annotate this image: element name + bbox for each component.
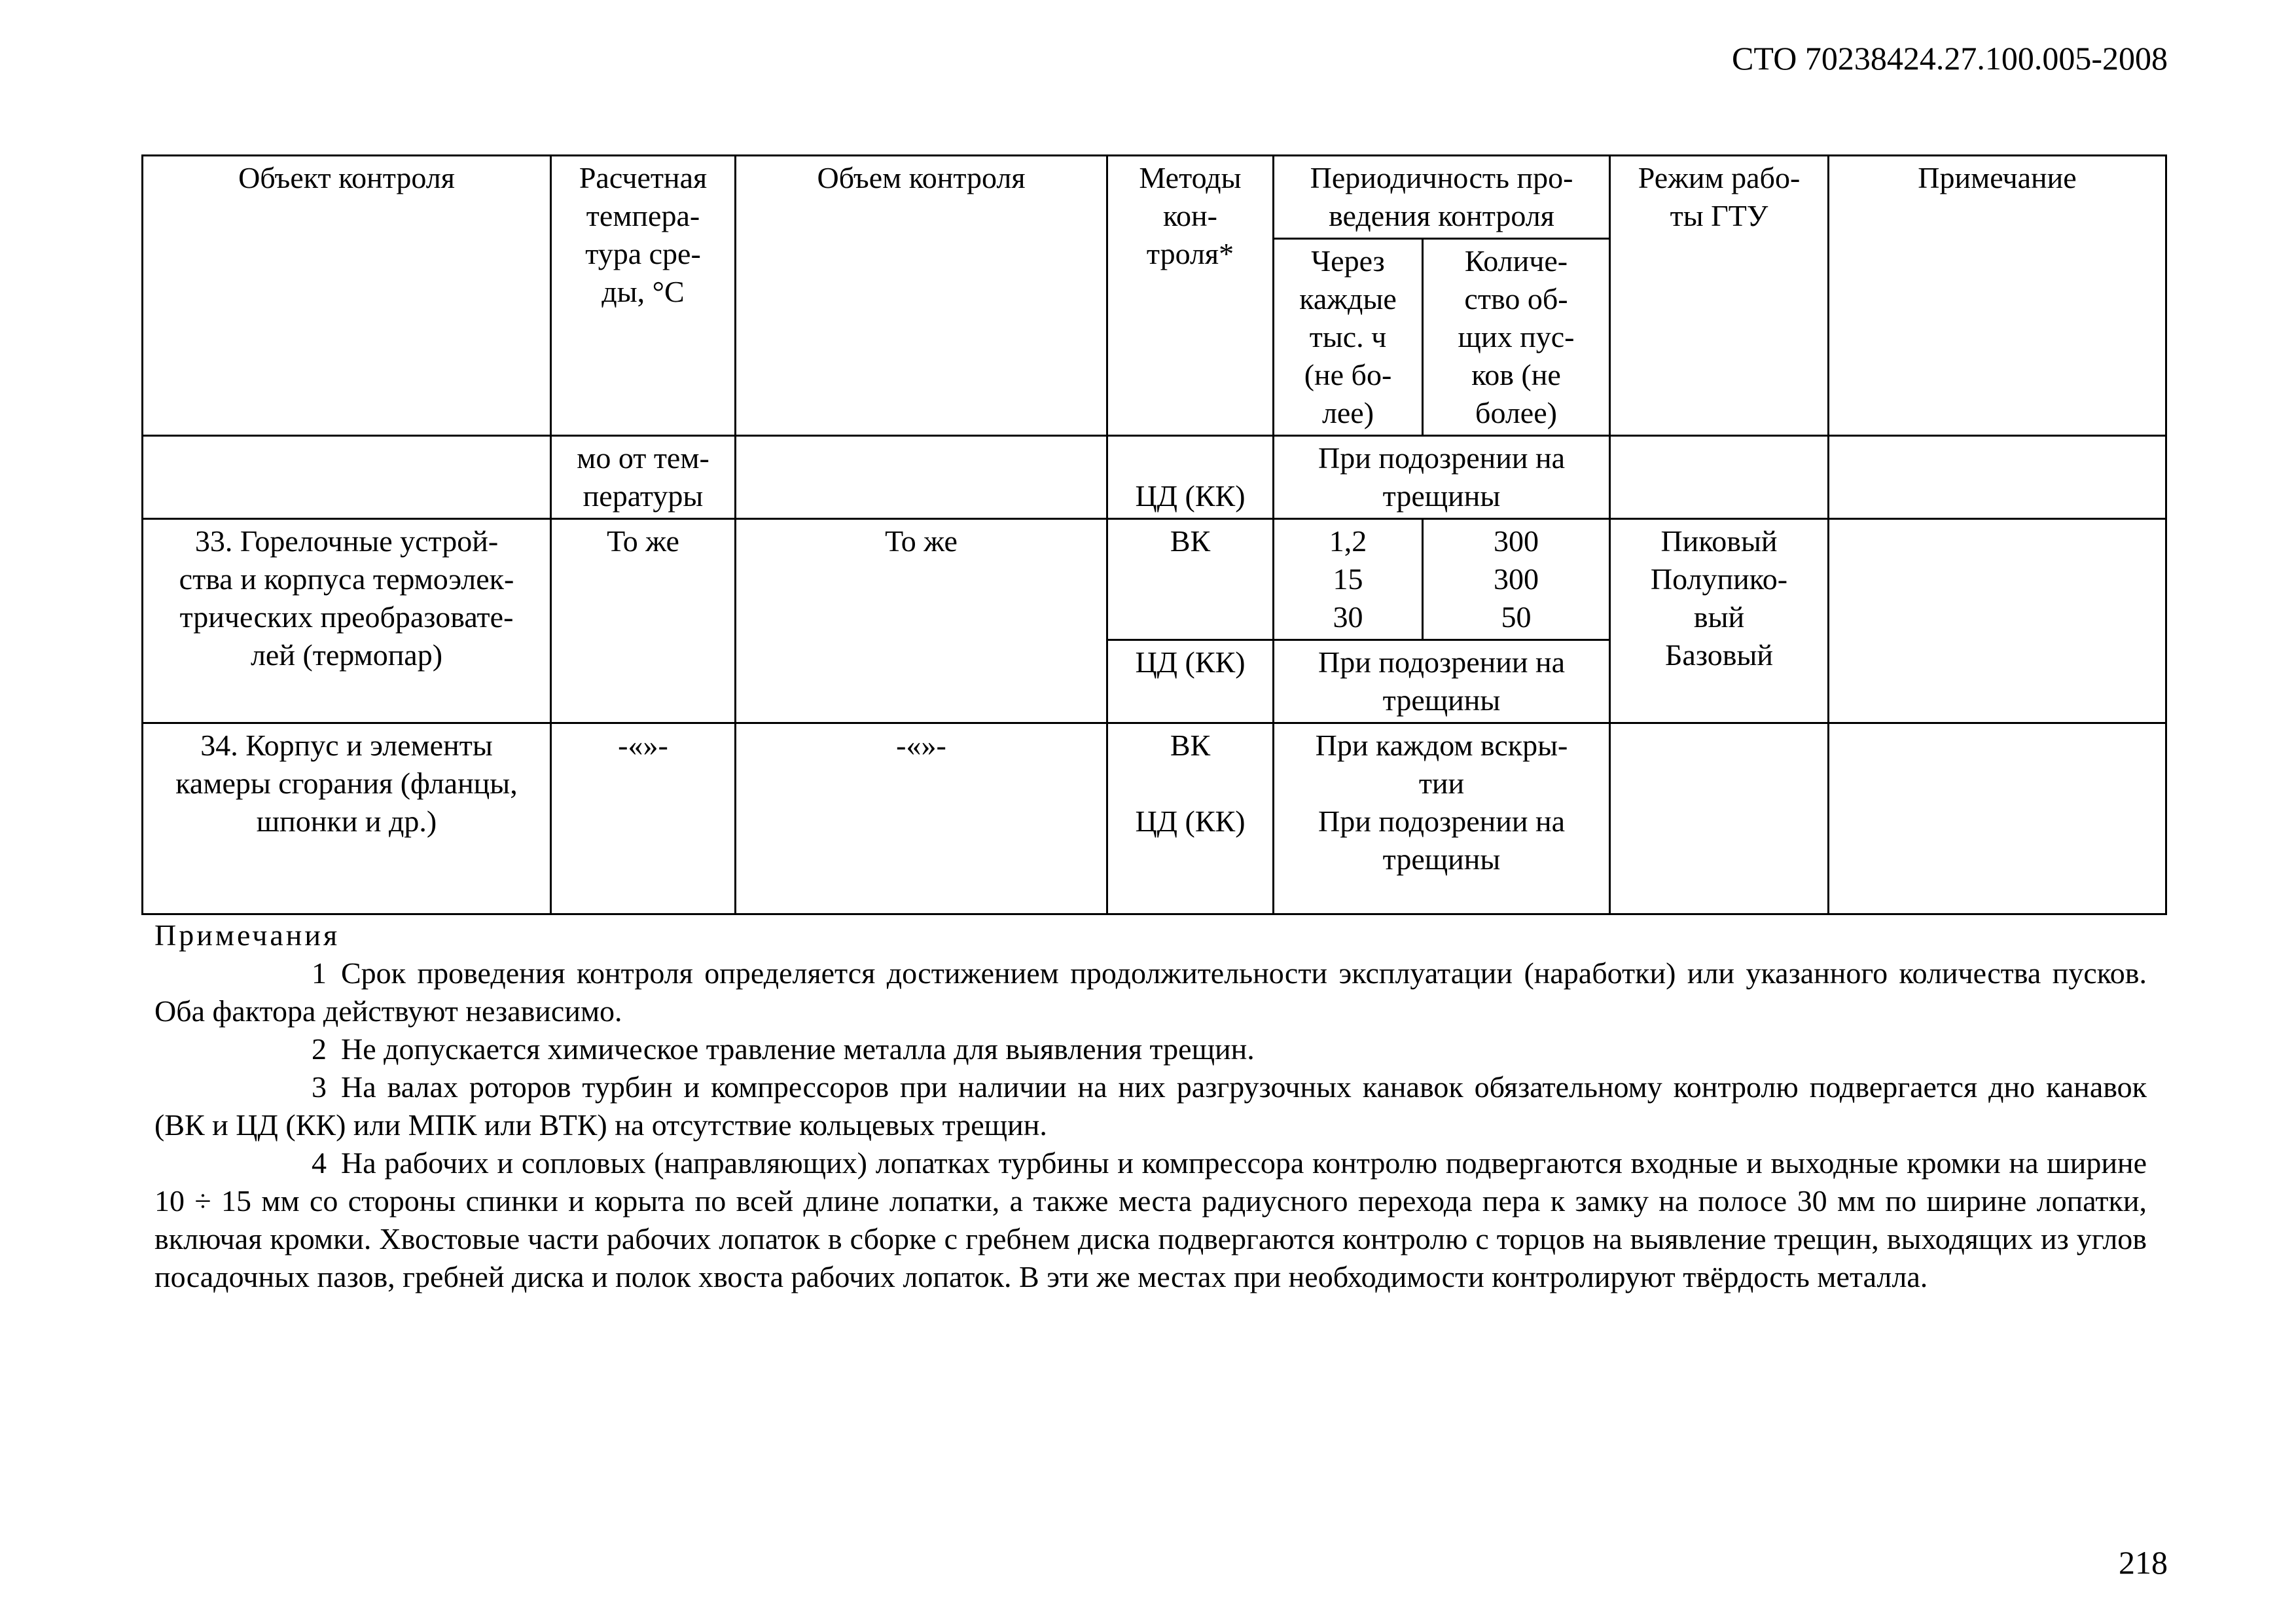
header-volume: Объем контроля — [736, 156, 1107, 436]
row33-note — [1829, 519, 2166, 723]
row34-mode — [1610, 723, 1829, 914]
prev-method: ЦД (КК) — [1107, 436, 1274, 519]
header-methods: Методы кон- троля* — [1107, 156, 1274, 436]
table-row — [143, 519, 2166, 640]
prev-object — [143, 436, 551, 519]
row33-modes: Пиковый Полупико- вый Базовый — [1610, 519, 1829, 723]
page-number: 218 — [2119, 1544, 2168, 1581]
row34-object: 34. Корпус и элементы камеры сгорания (фланцы, шпонки и др.) — [143, 723, 551, 914]
prev-note — [1829, 436, 2166, 519]
table-header-row — [143, 156, 2166, 239]
notes-title: Примечания — [154, 918, 340, 952]
header-temperature: Расчетная темпера- тура сре- ды, °С — [551, 156, 736, 436]
row33-volume: То же — [736, 519, 1107, 723]
header-periodicity: Периодичность про- ведения контроля — [1274, 156, 1610, 239]
prev-volume — [736, 436, 1107, 519]
note-item: 3 На валах роторов турбин и компрессоров при наличии на них разгрузочных канавок обязательному контролю подвергается дно канавок (ВК и ЦД (КК) или МПК или ВТК) на отсутствие кольцевых трещин. — [154, 1070, 2147, 1142]
document-code: СТО 70238424.27.100.005-2008 — [1732, 40, 2168, 77]
row34-methods: ВК ЦД (КК) — [1107, 723, 1274, 914]
row33-method-1: ВК — [1107, 519, 1274, 640]
row33-object: 33. Горелочные устрой- ства и корпуса термоэлек- трических преобразовате- лей (термопар) — [143, 519, 551, 723]
header-mode: Режим рабо- ты ГТУ — [1610, 156, 1829, 436]
prev-periodicity: При подозрении на трещины — [1274, 436, 1610, 519]
header-starts-count: Количе- ство об- щих пус- ков (не более) — [1423, 239, 1610, 436]
row34-periodicity: При каждом вскры- тии При подозрении на трещины — [1274, 723, 1610, 914]
notes-section — [154, 916, 2147, 1296]
row34-volume: -«»- — [736, 723, 1107, 914]
prev-mode — [1610, 436, 1829, 519]
note-item: 1 Срок проведения контроля определяется достижением продолжительности эксплуатации (наработки) или указанного количества пусков. Оба фактора действуют независимо. — [154, 956, 2147, 1028]
header-note: Примечание — [1829, 156, 2166, 436]
row33-starts: 300 300 50 — [1423, 519, 1610, 640]
row34-note — [1829, 723, 2166, 914]
table-row — [143, 723, 2166, 914]
header-every-thousand-hours: Через каждые тыс. ч (не бо- лее) — [1274, 239, 1423, 436]
note-item: 4 На рабочих и сопловых (направляющих) лопатках турбины и компрессора контролю подвергаются входные и выходные кромки на ширине 10 ÷ 15 мм со стороны спинки и корыта по всей длине лопатки, а также места радиусного перехода пера к замку на полосе 30 мм по ширине лопатки, включая кромки. Хвостовые части рабочих лопаток в сборке с гребнем диска подвергаются контролю с торцов на выявление трещин, выходящих из углов посадочных пазов, гребней диска и полок хвоста рабочих лопаток. В эти же местах при необходимости контролируют твёрдость металла. — [154, 1146, 2147, 1293]
header-object: Объект контроля — [143, 156, 551, 436]
row33-temperature: То же — [551, 519, 736, 723]
row34-temperature: -«»- — [551, 723, 736, 914]
note-item: 2 Не допускается химическое травление металла для выявления трещин. — [312, 1032, 1255, 1066]
table-row — [143, 436, 2166, 519]
row33-hours: 1,2 15 30 — [1274, 519, 1423, 640]
prev-temperature: мо от тем- пературы — [551, 436, 736, 519]
row33-method-2: ЦД (КК) — [1107, 640, 1274, 723]
row33-periodicity-2: При подозрении на трещины — [1274, 640, 1610, 723]
inspection-table — [141, 154, 2167, 915]
